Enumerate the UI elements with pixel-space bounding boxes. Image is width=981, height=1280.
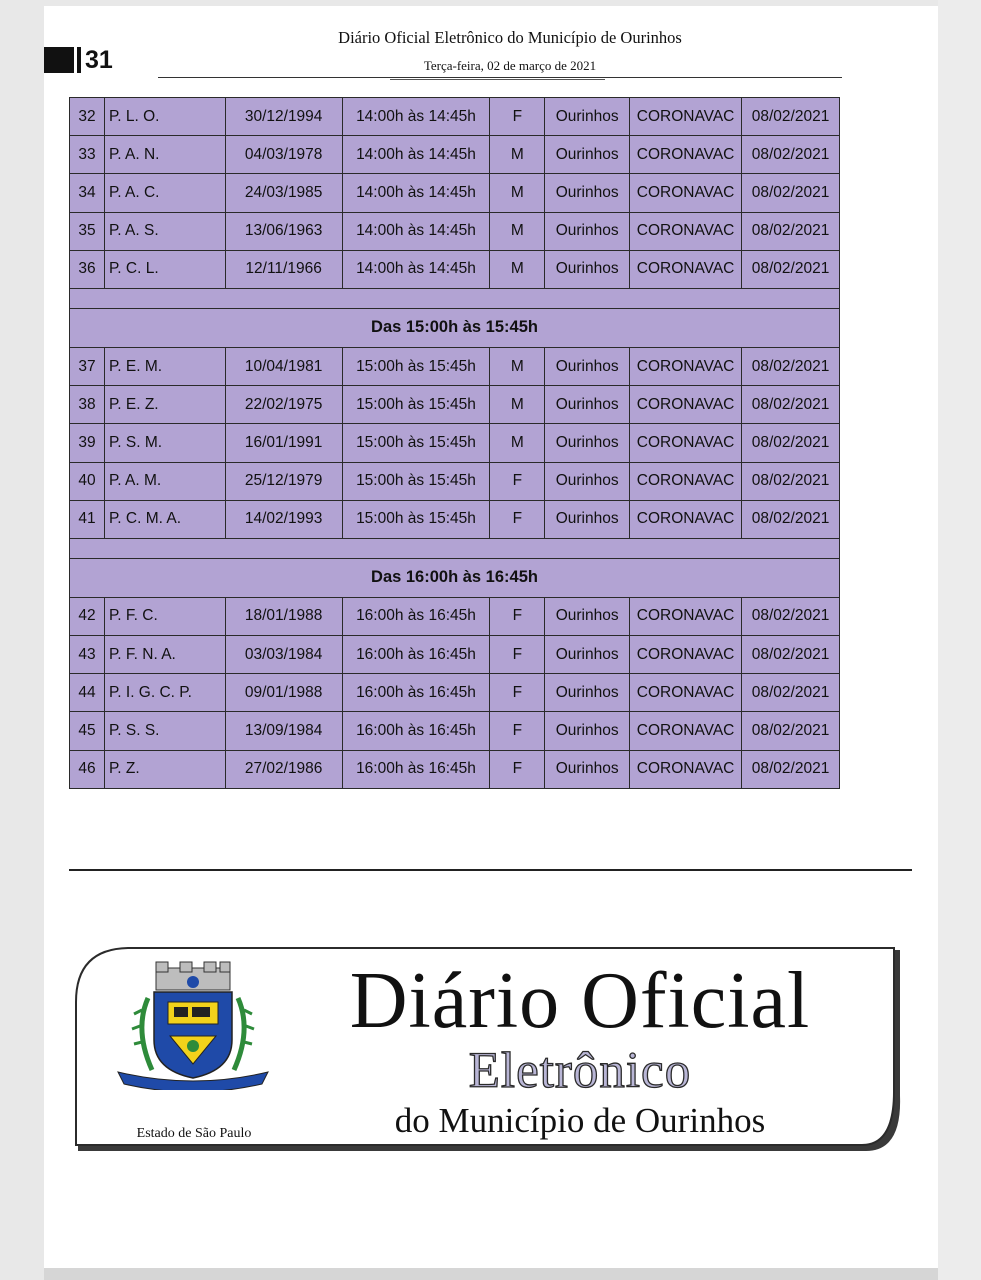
coat-of-arms-icon: [112, 960, 274, 1090]
birth-date-cell: 13/09/1984: [225, 712, 342, 750]
birth-date-cell: 25/12/1979: [225, 462, 342, 500]
city-cell: Ourinhos: [545, 674, 630, 712]
row-number-cell: 33: [70, 136, 105, 174]
row-number-cell: 40: [70, 462, 105, 500]
time-slot-cell: 15:00h às 15:45h: [342, 500, 490, 538]
table-row: [70, 462, 840, 500]
patient-initials-cell: P. I. G. C. P.: [104, 674, 225, 712]
sex-cell: F: [490, 636, 545, 674]
birth-date-cell: 24/03/1985: [225, 174, 342, 212]
masthead-title: Diário Oficial: [349, 957, 811, 1045]
row-number-cell: 41: [70, 500, 105, 538]
patient-initials-cell: P. S. M.: [104, 424, 225, 462]
row-number-cell: 32: [70, 98, 105, 136]
birth-date-cell: 14/02/1993: [225, 500, 342, 538]
viewer-bottom-bar: [44, 1268, 938, 1280]
row-number-cell: 45: [70, 712, 105, 750]
patient-initials-cell: P. E. Z.: [104, 386, 225, 424]
city-cell: Ourinhos: [545, 386, 630, 424]
city-cell: Ourinhos: [545, 500, 630, 538]
vaccine-cell: CORONAVAC: [630, 500, 742, 538]
time-slot-cell: 15:00h às 15:45h: [342, 386, 490, 424]
vaccination-date-cell: 08/02/2021: [742, 462, 840, 500]
row-number-cell: 35: [70, 212, 105, 250]
sex-cell: M: [490, 386, 545, 424]
time-slot-cell: 16:00h às 16:45h: [342, 750, 490, 788]
masthead-city-line: do Município de Ourinhos: [394, 1101, 766, 1140]
vaccine-cell: CORONAVAC: [630, 424, 742, 462]
vaccination-schedule-table: [69, 97, 840, 789]
vaccination-date-cell: 08/02/2021: [742, 347, 840, 385]
vaccine-cell: CORONAVAC: [630, 347, 742, 385]
table-row: [70, 500, 840, 538]
vaccine-cell: CORONAVAC: [630, 674, 742, 712]
birth-date-cell: 22/02/1975: [225, 386, 342, 424]
vaccination-date-cell: 08/02/2021: [742, 750, 840, 788]
vaccine-cell: CORONAVAC: [630, 386, 742, 424]
time-group-label: Das 16:00h às 16:45h: [70, 558, 840, 597]
row-number-cell: 37: [70, 347, 105, 385]
spacer-row: [70, 538, 840, 558]
birth-date-cell: 30/12/1994: [225, 98, 342, 136]
page-marker-block: [44, 47, 74, 73]
birth-date-cell: 16/01/1991: [225, 424, 342, 462]
page-number-marker: [44, 46, 113, 74]
vaccine-cell: CORONAVAC: [630, 712, 742, 750]
birth-date-cell: 09/01/1988: [225, 674, 342, 712]
vaccination-date-cell: 08/02/2021: [742, 212, 840, 250]
viewer-margin: [938, 0, 981, 1280]
city-cell: Ourinhos: [545, 250, 630, 288]
sex-cell: F: [490, 712, 545, 750]
vaccination-date-cell: 08/02/2021: [742, 636, 840, 674]
birth-date-cell: 18/01/1988: [225, 597, 342, 635]
patient-initials-cell: P. E. M.: [104, 347, 225, 385]
page-number: 31: [85, 46, 113, 74]
masthead-subtitle: Eletrônico: [468, 1043, 692, 1099]
patient-initials-cell: P. S. S.: [104, 712, 225, 750]
section-separator: [69, 869, 912, 871]
vaccination-date-cell: 08/02/2021: [742, 597, 840, 635]
time-slot-cell: 16:00h às 16:45h: [342, 636, 490, 674]
patient-initials-cell: P. A. N.: [104, 136, 225, 174]
row-number-cell: 38: [70, 386, 105, 424]
vaccine-cell: CORONAVAC: [630, 174, 742, 212]
header-date: Terça-feira, 02 de março de 2021: [423, 58, 597, 73]
city-cell: Ourinhos: [545, 712, 630, 750]
time-slot-cell: 14:00h às 14:45h: [342, 250, 490, 288]
table-row: [70, 386, 840, 424]
table-row: [70, 597, 840, 635]
patient-initials-cell: P. Z.: [104, 750, 225, 788]
vaccination-date-cell: 08/02/2021: [742, 98, 840, 136]
city-cell: Ourinhos: [545, 98, 630, 136]
time-group-header: [70, 308, 840, 347]
table-row: [70, 424, 840, 462]
city-cell: Ourinhos: [545, 136, 630, 174]
time-slot-cell: 15:00h às 15:45h: [342, 424, 490, 462]
birth-date-cell: 10/04/1981: [225, 347, 342, 385]
time-slot-cell: 14:00h às 14:45h: [342, 174, 490, 212]
sex-cell: M: [490, 212, 545, 250]
table-row: [70, 750, 840, 788]
birth-date-cell: 12/11/1966: [225, 250, 342, 288]
table-row: [70, 674, 840, 712]
vaccine-cell: CORONAVAC: [630, 462, 742, 500]
sex-cell: F: [490, 462, 545, 500]
sex-cell: F: [490, 500, 545, 538]
sex-cell: M: [490, 136, 545, 174]
patient-initials-cell: P. L. O.: [104, 98, 225, 136]
vaccination-date-cell: 08/02/2021: [742, 674, 840, 712]
header-rule: [158, 77, 842, 78]
city-cell: Ourinhos: [545, 212, 630, 250]
time-group-label: Das 15:00h às 15:45h: [70, 308, 840, 347]
row-number-cell: 46: [70, 750, 105, 788]
sex-cell: M: [490, 424, 545, 462]
city-cell: Ourinhos: [545, 597, 630, 635]
vaccine-cell: CORONAVAC: [630, 750, 742, 788]
row-number-cell: 34: [70, 174, 105, 212]
city-cell: Ourinhos: [545, 424, 630, 462]
table-row: [70, 347, 840, 385]
patient-initials-cell: P. A. C.: [104, 174, 225, 212]
sex-cell: F: [490, 750, 545, 788]
table-row: [70, 136, 840, 174]
birth-date-cell: 03/03/1984: [225, 636, 342, 674]
birth-date-cell: 27/02/1986: [225, 750, 342, 788]
vaccination-date-cell: 08/02/2021: [742, 424, 840, 462]
header-publication: Diário Oficial Eletrônico do Município de Ourinhos: [338, 28, 682, 47]
row-number-cell: 42: [70, 597, 105, 635]
time-slot-cell: 16:00h às 16:45h: [342, 712, 490, 750]
vaccination-date-cell: 08/02/2021: [742, 174, 840, 212]
time-slot-cell: 14:00h às 14:45h: [342, 136, 490, 174]
time-slot-cell: 16:00h às 16:45h: [342, 674, 490, 712]
vaccine-cell: CORONAVAC: [630, 597, 742, 635]
row-number-cell: 43: [70, 636, 105, 674]
table-row: [70, 250, 840, 288]
page-marker-bar: [77, 47, 81, 73]
patient-initials-cell: P. C. M. A.: [104, 500, 225, 538]
vaccine-cell: CORONAVAC: [630, 250, 742, 288]
time-slot-cell: 14:00h às 14:45h: [342, 98, 490, 136]
vaccine-cell: CORONAVAC: [630, 136, 742, 174]
patient-initials-cell: P. A. S.: [104, 212, 225, 250]
vaccine-cell: CORONAVAC: [630, 212, 742, 250]
patient-initials-cell: P. F. C.: [104, 597, 225, 635]
date-underline: [390, 79, 605, 80]
sex-cell: F: [490, 98, 545, 136]
table-row: [70, 212, 840, 250]
birth-date-cell: 04/03/1978: [225, 136, 342, 174]
patient-initials-cell: P. F. N. A.: [104, 636, 225, 674]
spacer-cell: [70, 538, 840, 558]
time-slot-cell: 16:00h às 16:45h: [342, 597, 490, 635]
sex-cell: F: [490, 674, 545, 712]
sex-cell: M: [490, 174, 545, 212]
row-number-cell: 39: [70, 424, 105, 462]
city-cell: Ourinhos: [545, 750, 630, 788]
vaccination-date-cell: 08/02/2021: [742, 386, 840, 424]
spacer-cell: [70, 288, 840, 308]
time-group-header: [70, 558, 840, 597]
city-cell: Ourinhos: [545, 462, 630, 500]
city-cell: Ourinhos: [545, 636, 630, 674]
city-cell: Ourinhos: [545, 347, 630, 385]
city-cell: Ourinhos: [545, 174, 630, 212]
vaccine-cell: CORONAVAC: [630, 636, 742, 674]
row-number-cell: 36: [70, 250, 105, 288]
state-label: Estado de São Paulo: [136, 1126, 252, 1141]
table-row: [70, 636, 840, 674]
time-slot-cell: 14:00h às 14:45h: [342, 212, 490, 250]
vaccination-date-cell: 08/02/2021: [742, 250, 840, 288]
vaccination-date-cell: 08/02/2021: [742, 712, 840, 750]
patient-initials-cell: P. C. L.: [104, 250, 225, 288]
time-slot-cell: 15:00h às 15:45h: [342, 462, 490, 500]
table-row: [70, 712, 840, 750]
patient-initials-cell: P. A. M.: [104, 462, 225, 500]
birth-date-cell: 13/06/1963: [225, 212, 342, 250]
sex-cell: M: [490, 347, 545, 385]
vaccination-date-cell: 08/02/2021: [742, 500, 840, 538]
sex-cell: M: [490, 250, 545, 288]
row-number-cell: 44: [70, 674, 105, 712]
sex-cell: F: [490, 597, 545, 635]
table-row: [70, 174, 840, 212]
spacer-row: [70, 288, 840, 308]
vaccine-cell: CORONAVAC: [630, 98, 742, 136]
table-row: [70, 98, 840, 136]
time-slot-cell: 15:00h às 15:45h: [342, 347, 490, 385]
vaccination-date-cell: 08/02/2021: [742, 136, 840, 174]
